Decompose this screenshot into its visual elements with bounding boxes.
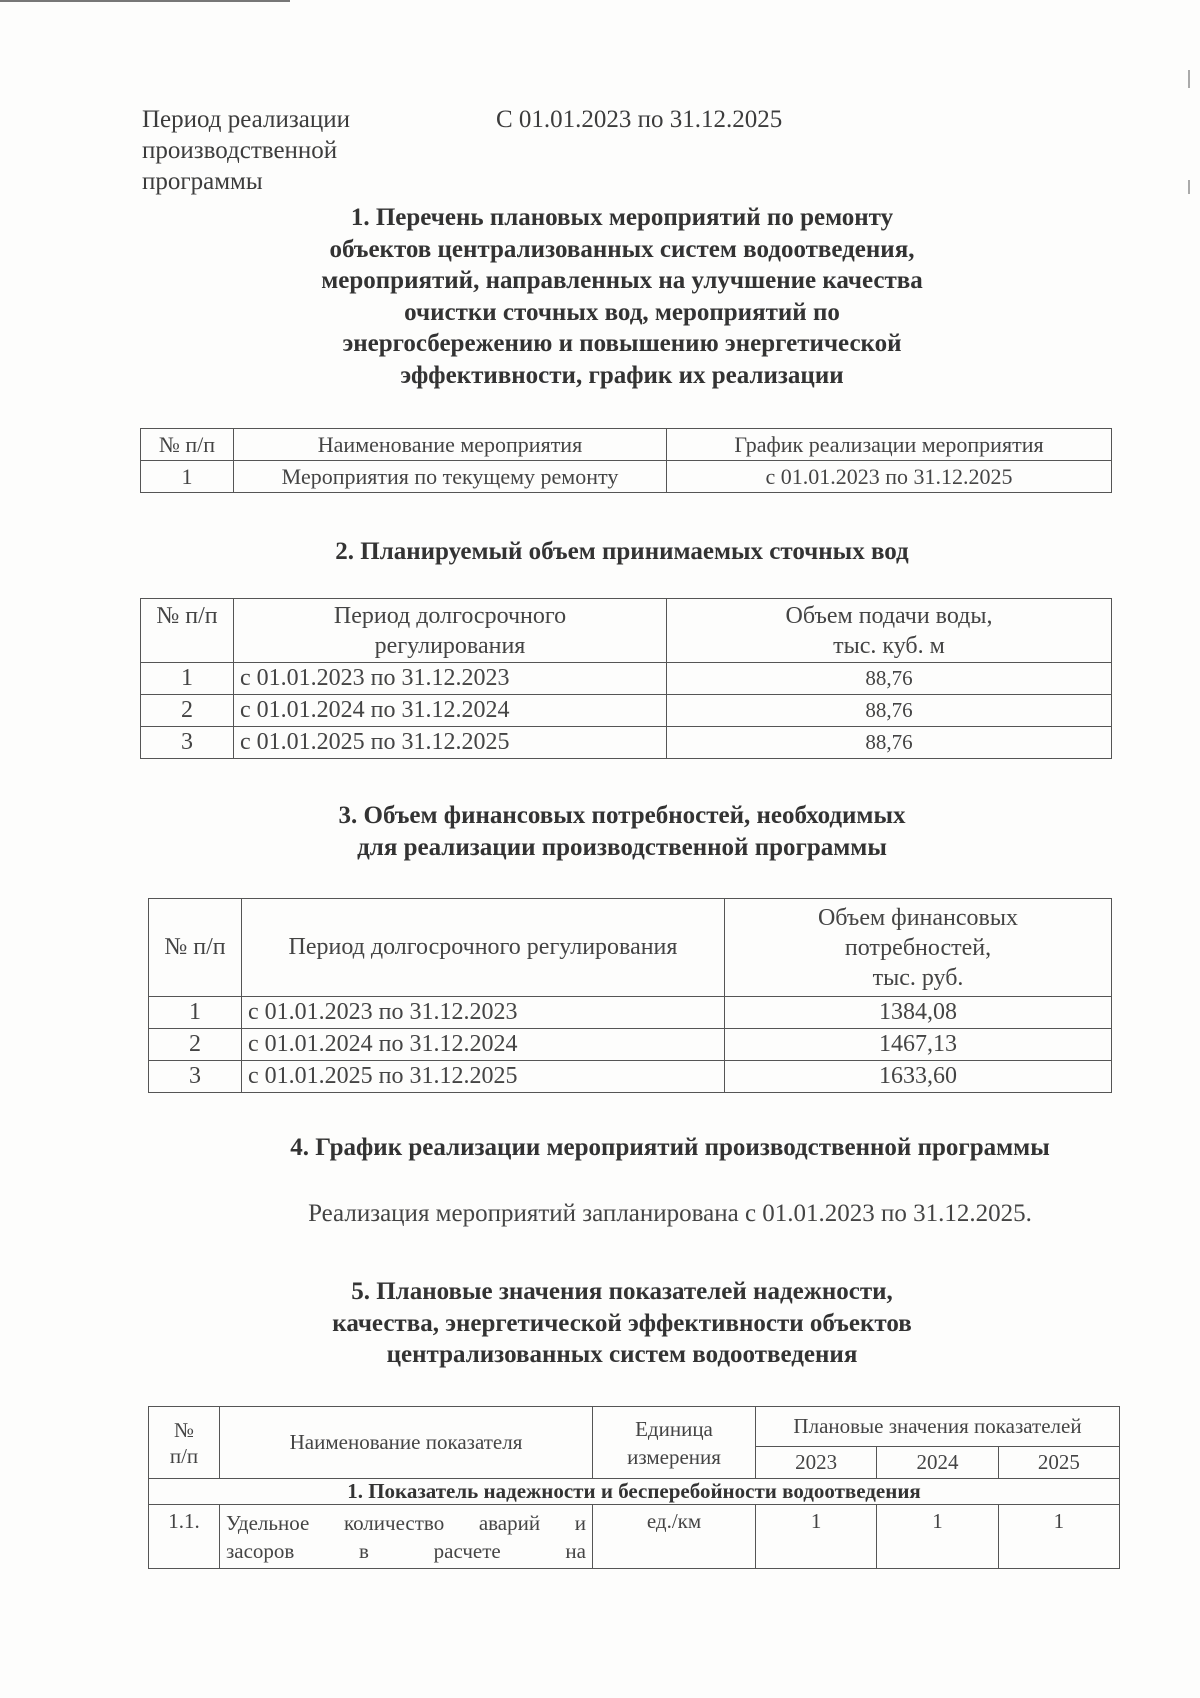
financial-needs-table <box>148 898 1112 1093</box>
table-header-row: № п/п Наименование мероприятия График реализации мероприятия <box>141 429 1112 461</box>
scan-edge-line <box>0 0 290 2</box>
table-header-row: № п/п Наименование показателя Единица измерения Плановые значения показателей <box>149 1407 1120 1447</box>
section5-title: 5. Плановые значения показателей надежности, качества, энергетической эффективности объектов централизованных систем водоотведения <box>332 1278 912 1368</box>
program-period <box>142 104 783 197</box>
table-row: 3 с 01.01.2025 по 31.12.2025 88,76 <box>141 727 1112 759</box>
section4-text: Реализация мероприятий запланирована с 01.01.2023 по 31.12.2025. <box>308 1200 1032 1227</box>
measures-table <box>140 428 1112 493</box>
table-header-row: № п/п Период долгосрочного регулирования Объем финансовых потребностей, тыс. руб. <box>149 899 1112 997</box>
program-period-value: С 01.01.2023 по 31.12.2025 <box>496 106 783 133</box>
table-row: 1 Мероприятия по текущему ремонту с 01.01.2023 по 31.12.2025 <box>141 461 1112 493</box>
table-row: 1 с 01.01.2023 по 31.12.2023 1384,08 <box>149 997 1112 1029</box>
section4-title: 4. График реализации мероприятий производственной программы <box>290 1134 1050 1161</box>
table-row: 2 с 01.01.2024 по 31.12.2024 1467,13 <box>149 1029 1112 1061</box>
wastewater-volume-table <box>140 598 1112 759</box>
scan-edge-mark <box>1188 180 1190 194</box>
program-period-label: Период реализации производственной программы <box>142 106 350 195</box>
table-section-row: 1. Показатель надежности и бесперебойности водоотведения <box>149 1479 1120 1505</box>
table-row: 1.1. Удельное количество аварий и засоров в расчете на ед./км 1 1 1 <box>149 1505 1120 1569</box>
section1-title: 1. Перечень плановых мероприятий по ремонту объектов централизованных систем водоотведения, мероприятий, направленных на улучшение качества очистки сточных вод, мероприятий по энергосбережению и повышению энергетической эффективности, график их реализации <box>321 204 923 389</box>
section3-title: 3. Объем финансовых потребностей, необходимых для реализации производственной программы <box>338 802 906 861</box>
table-row: 2 с 01.01.2024 по 31.12.2024 88,76 <box>141 695 1112 727</box>
section2-title: 2. Планируемый объем принимаемых сточных вод <box>335 538 909 565</box>
table-header-row: 2023 2024 2025 <box>149 1447 1120 1479</box>
table-row: 3 с 01.01.2025 по 31.12.2025 1633,60 <box>149 1061 1112 1093</box>
table-header-row: № п/п Период долгосрочного регулирования Объем подачи воды, тыс. куб. м <box>141 599 1112 663</box>
scan-edge-mark <box>1188 70 1190 88</box>
indicators-table <box>148 1406 1120 1569</box>
table-row: 1 с 01.01.2023 по 31.12.2023 88,76 <box>141 663 1112 695</box>
